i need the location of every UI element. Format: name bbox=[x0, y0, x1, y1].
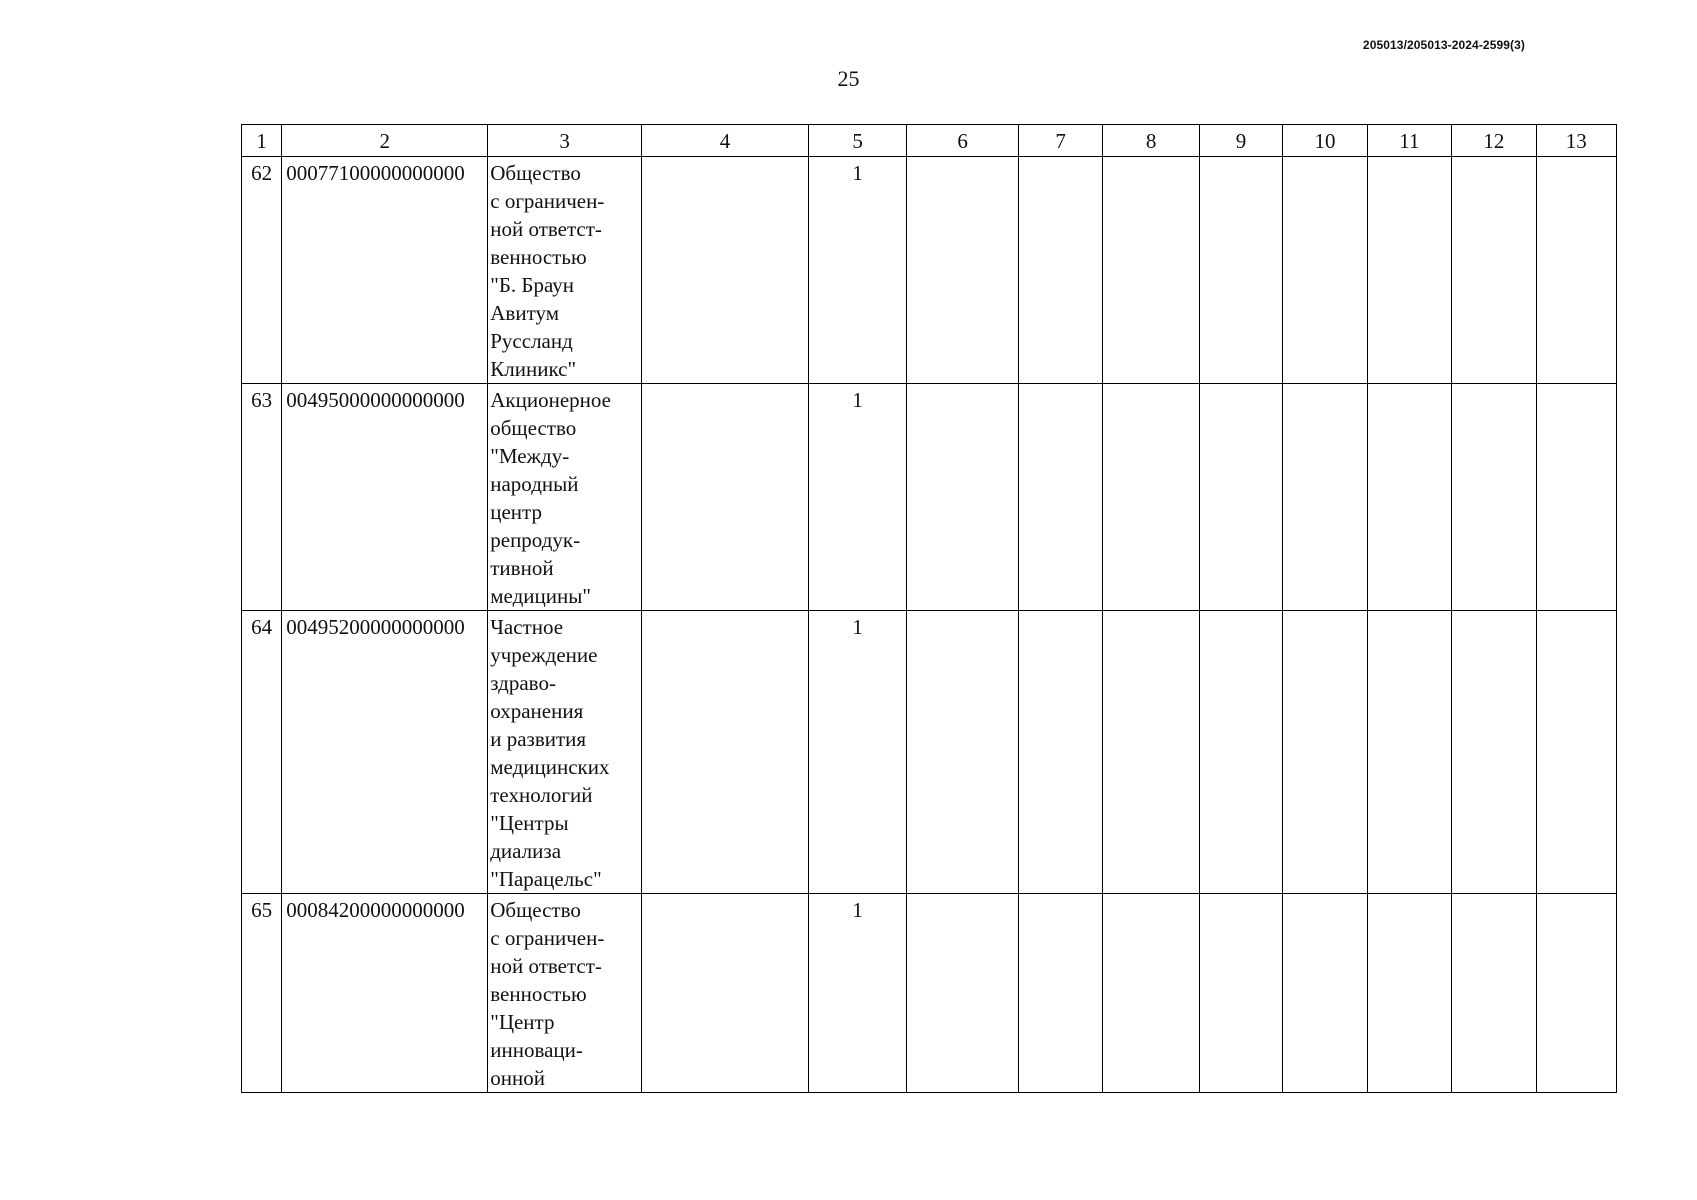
cell-col-13 bbox=[1536, 157, 1616, 384]
row-organization-name: Частное учреждение здраво- охранения и развития медицинских технологий "Центры диализа "Парацельс" bbox=[488, 611, 642, 894]
cell-col-7 bbox=[1018, 894, 1102, 1093]
cell-col-11 bbox=[1367, 384, 1451, 611]
cell-col-12 bbox=[1452, 384, 1536, 611]
cell-col-11 bbox=[1367, 157, 1451, 384]
cell-col-10 bbox=[1283, 157, 1367, 384]
table-row bbox=[242, 384, 1617, 611]
cell-col-5: 1 bbox=[808, 157, 907, 384]
cell-col-10 bbox=[1283, 384, 1367, 611]
document-id: 205013/205013-2024-2599(3) bbox=[1362, 38, 1525, 52]
cell-col-9 bbox=[1199, 894, 1282, 1093]
column-header-12: 12 bbox=[1452, 125, 1536, 157]
table-row bbox=[242, 894, 1617, 1093]
column-header-10: 10 bbox=[1283, 125, 1367, 157]
cell-col-12 bbox=[1452, 894, 1536, 1093]
cell-col-5: 1 bbox=[808, 894, 907, 1093]
cell-col-13 bbox=[1536, 611, 1616, 894]
cell-col-4 bbox=[642, 894, 809, 1093]
column-header-3: 3 bbox=[488, 125, 642, 157]
cell-col-5: 1 bbox=[808, 384, 907, 611]
row-organization-name: Общество с ограничен- ной ответст- венностью "Б. Браун Авитум Руссланд Клиникс" bbox=[488, 157, 642, 384]
cell-col-7 bbox=[1018, 611, 1102, 894]
row-organization-name: Общество с ограничен- ной ответст- венностью "Центр инноваци- онной bbox=[488, 894, 642, 1093]
cell-col-5: 1 bbox=[808, 611, 907, 894]
row-number: 63 bbox=[242, 384, 282, 611]
row-code: 00084200000000000 bbox=[282, 894, 488, 1093]
cell-col-4 bbox=[642, 157, 809, 384]
column-header-6: 6 bbox=[907, 125, 1019, 157]
cell-col-12 bbox=[1452, 157, 1536, 384]
row-number: 62 bbox=[242, 157, 282, 384]
cell-col-11 bbox=[1367, 611, 1451, 894]
page-number: 25 bbox=[837, 66, 860, 91]
cell-col-12 bbox=[1452, 611, 1536, 894]
cell-col-9 bbox=[1199, 384, 1282, 611]
table-row bbox=[242, 157, 1617, 384]
row-number: 64 bbox=[242, 611, 282, 894]
column-header-4: 4 bbox=[642, 125, 809, 157]
column-header-8: 8 bbox=[1103, 125, 1199, 157]
cell-col-9 bbox=[1199, 157, 1282, 384]
column-header-1: 1 bbox=[242, 125, 282, 157]
row-code: 00495200000000000 bbox=[282, 611, 488, 894]
cell-col-6 bbox=[907, 611, 1019, 894]
cell-col-7 bbox=[1018, 384, 1102, 611]
cell-col-4 bbox=[642, 384, 809, 611]
cell-col-6 bbox=[907, 384, 1019, 611]
column-header-9: 9 bbox=[1199, 125, 1282, 157]
row-number: 65 bbox=[242, 894, 282, 1093]
data-table-container bbox=[241, 124, 1617, 1093]
cell-col-10 bbox=[1283, 611, 1367, 894]
cell-col-8 bbox=[1103, 611, 1199, 894]
cell-col-8 bbox=[1103, 384, 1199, 611]
table-header-row bbox=[242, 125, 1617, 157]
cell-col-8 bbox=[1103, 157, 1199, 384]
row-code: 00495000000000000 bbox=[282, 384, 488, 611]
cell-col-6 bbox=[907, 157, 1019, 384]
data-table bbox=[241, 124, 1617, 1093]
cell-col-9 bbox=[1199, 611, 1282, 894]
cell-col-11 bbox=[1367, 894, 1451, 1093]
column-header-11: 11 bbox=[1367, 125, 1451, 157]
column-header-2: 2 bbox=[282, 125, 488, 157]
cell-col-7 bbox=[1018, 157, 1102, 384]
column-header-13: 13 bbox=[1536, 125, 1616, 157]
cell-col-10 bbox=[1283, 894, 1367, 1093]
cell-col-6 bbox=[907, 894, 1019, 1093]
cell-col-13 bbox=[1536, 894, 1616, 1093]
table-row bbox=[242, 611, 1617, 894]
cell-col-13 bbox=[1536, 384, 1616, 611]
row-code: 00077100000000000 bbox=[282, 157, 488, 384]
cell-col-8 bbox=[1103, 894, 1199, 1093]
column-header-5: 5 bbox=[808, 125, 907, 157]
column-header-7: 7 bbox=[1018, 125, 1102, 157]
row-organization-name: Акционерное общество "Между- народный центр репродук- тивной медицины" bbox=[488, 384, 642, 611]
cell-col-4 bbox=[642, 611, 809, 894]
